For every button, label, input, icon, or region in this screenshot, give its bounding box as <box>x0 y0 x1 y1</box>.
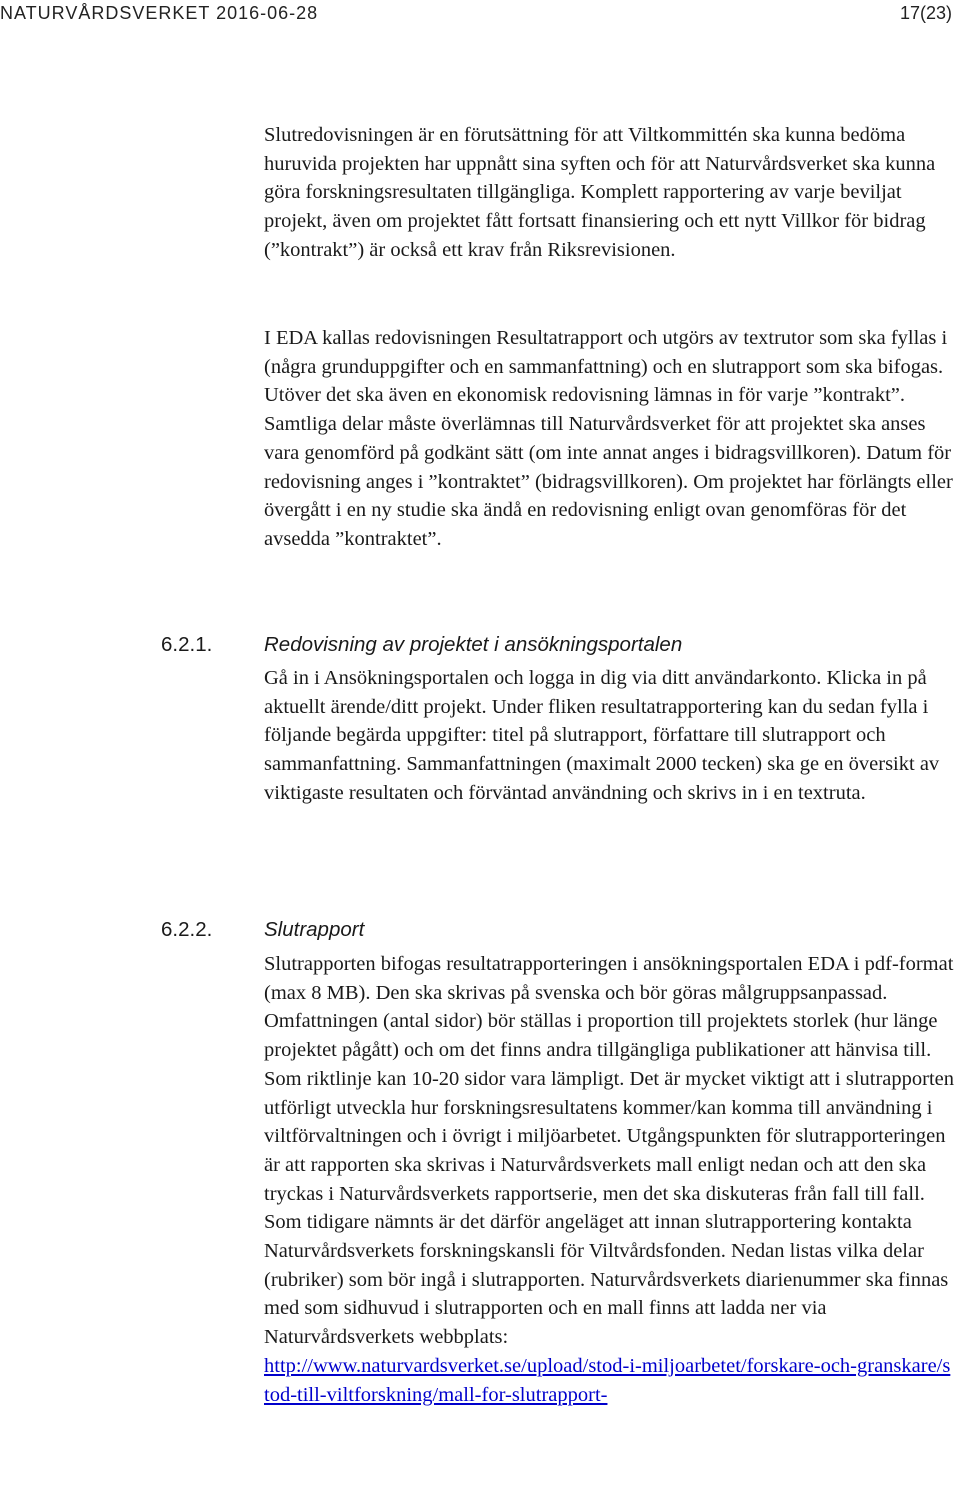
section-number: 6.2.2. <box>161 918 213 941</box>
template-download-link[interactable]: http://www.naturvardsverket.se/upload/stod-i-miljoarbetet/forskare-och-granskare/stod-till-viltforskning/mall-for-slutrapport- <box>264 1354 951 1406</box>
section-number: 6.2.1. <box>161 633 213 656</box>
paragraph-text: Slutrapporten bifogas resultatrapporteringen i ansökningsportalen EDA i pdf-format (max 8 MB). Den ska skrivas på svenska och bör göras målgruppsanpassad. Omfattningen (antal sidor) bör ställas i proportion till projektets storlek (hur länge projektet pågått) och om det finns andra tillgängliga publikationer att hänvisa till. Som riktlinje kan 10-20 sidor vara lämpligt. Det är mycket viktigt att i slutrapporten utförligt utveckla hur forskningsresultatens kommer/kan komma till användning i viltförvaltningen och i övrigt i miljöarbetet. Utgångspunkten för slutrapporteringen är att rapporten ska skrivas i Naturvårdsverkets mall enligt nedan och att den ska tryckas i Naturvårdsverkets rapportserie, men det ska diskuteras från fall till fall. Som tidigare nämnts är det därför angeläget att innan slutrapportering kontakta Naturvårdsverkets forskningskansli för Viltvårdsfonden. Nedan listas vilka delar (rubriker) som bör ingå i slutrapporten. Naturvårdsverkets diarienummer ska finnas med som sidhuvud i slutrapporten och en mall finns att ladda ner via Naturvårdsverkets webbplats: <box>264 953 955 1349</box>
page-header <box>0 0 960 30</box>
section-body-6-2-2 <box>264 950 956 1409</box>
header-date: 2016-06-28 <box>216 3 319 23</box>
header-org-date <box>0 3 318 24</box>
section-title: Slutrapport <box>264 918 365 941</box>
paragraph-text: Slutredovisningen är en förutsättning för att Viltkommittén ska kunna bedöma huruvida projekten har uppnått sina syften och för att Naturvårdsverket ska kunna göra forskningsresultaten tillgängliga. Komplett rapportering av varje beviljat projekt, även om projektet fått fortsatt finansiering och ett nytt Villkor för bidrag (”kontrakt”) är också ett krav från Riksrevisionen. <box>264 124 936 261</box>
section-body-6-2-1 <box>264 664 956 808</box>
page-number: 17(23) <box>899 3 952 23</box>
section-title: Redovisning av projektet i ansökningsportalen <box>264 633 683 656</box>
paragraph-text: Gå in i Ansökningsportalen och logga in dig via ditt användarkonto. Klicka in på aktuellt ärende/ditt projekt. Under fliken resultatrapportering kan du sedan fylla i följande begärda uppgifter: titel på slutrapport, författare till slutrapport och sammanfattning. Sammanfattningen (maximalt 2000 tecken) ska ge en översikt av viktigaste resultaten och förväntad användning och skrivs in i en textruta. <box>264 667 940 804</box>
paragraph-eda <box>264 324 956 554</box>
header-organization: NATURVÅRDSVERKET <box>0 3 211 23</box>
paragraph-slutredovisning <box>264 121 956 265</box>
paragraph-text: I EDA kallas redovisningen Resultatrapport och utgörs av textrutor som ska fyllas i (några grunduppgifter och en sammanfattning) och en slutrapport som ska bifogas. Utöver det ska även en ekonomisk redovisning lämnas in för varje ”kontrakt”. Samtliga delar måste överlämnas till Naturvårdsverket för att projektet ska anses vara genomförd på godkänt sätt (om inte annat anges i bidragsvillkoren). Datum för redovisning anges i ”kontraktet” (bidragsvillkoren). Om projektet har förlängts eller övergått i en ny studie ska ändå en redovisning enligt ovan genomföras för det avsedda ”kontraktet”. <box>264 327 953 550</box>
